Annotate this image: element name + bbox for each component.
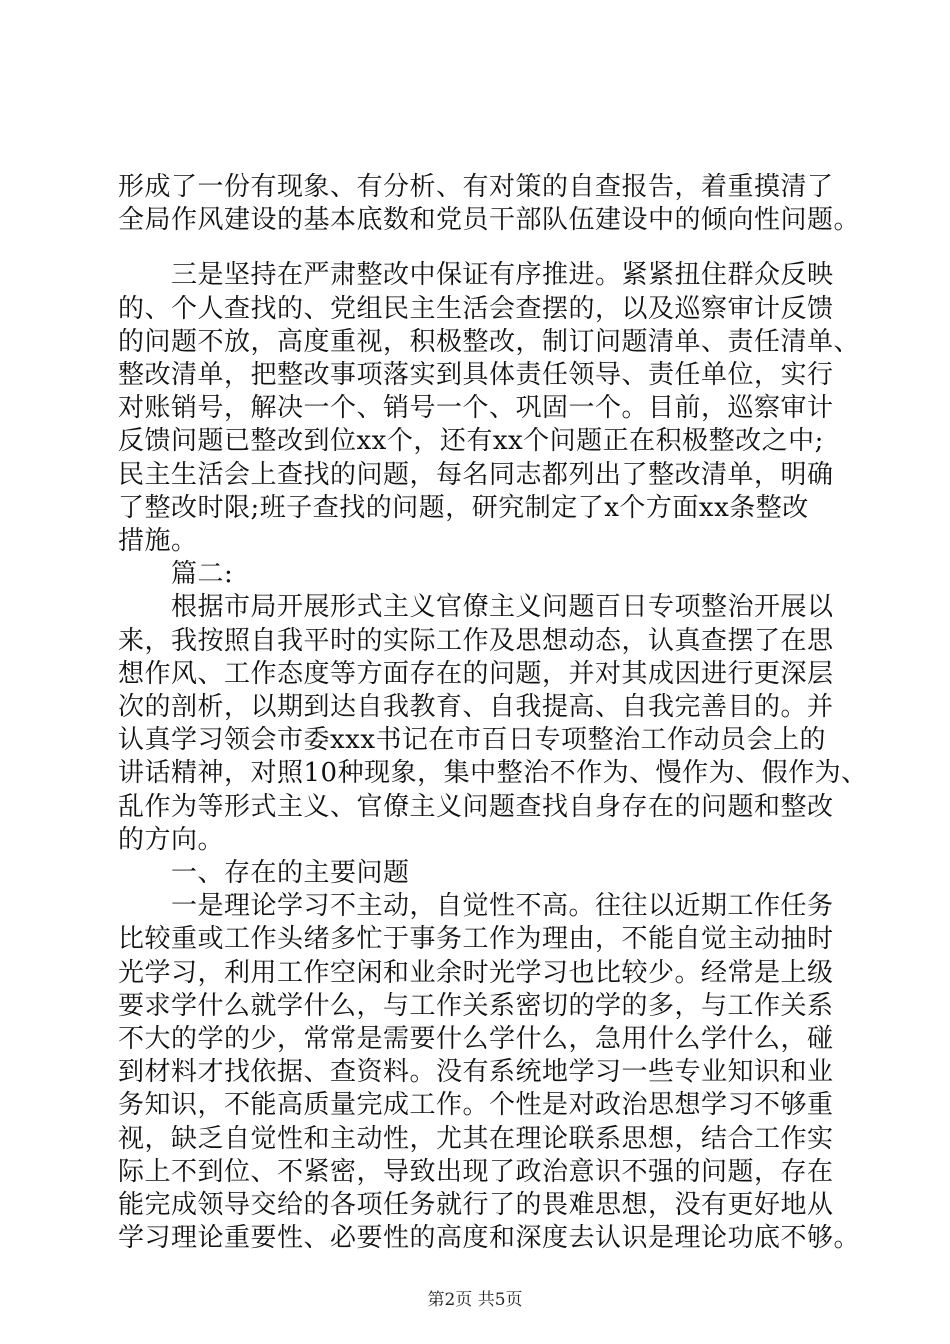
- text-line: 讲话精神，对照10种现象，集中整治不作为、慢作为、假作为、: [118, 758, 868, 789]
- text-line: 的问题不放，高度重视，积极整改，制订问题清单、责任清单、: [118, 326, 861, 357]
- text-line: 际上不到位、不紧密，导致出现了政治意识不强的问题，存在: [118, 1156, 834, 1187]
- text-line: 比较重或工作头绪多忙于事务工作为理由，不能自觉主动抽时: [118, 924, 834, 955]
- text-line: 视，缺乏自觉性和主动性，尤其在理论联系思想，结合工作实: [118, 1123, 834, 1154]
- text-line: 认真学习领会市委xxx书记在市百日专项整治工作动员会上的: [118, 725, 826, 756]
- text-line: 次的剖析，以期到达自我教育、自我提高、自我完善目的。并: [118, 692, 834, 722]
- text-line: 全局作风建设的基本底数和党员干部队伍建设中的倾向性问题。: [118, 205, 861, 236]
- text-line: 不大的学的少，常常是需要什么学什么，急用什么学什么，碰: [118, 1024, 834, 1054]
- text-line: 要求学什么就学什么，与工作关系密切的学的多，与工作关系: [118, 990, 834, 1021]
- text-line: 对账销号，解决一个、销号一个、巩固一个。目前，巡察审计: [118, 393, 834, 424]
- text-line: 到材料才找依据、查资料。没有系统地学习一些专业知识和业: [118, 1057, 834, 1088]
- text-line: 形成了一份有现象、有分析、有对策的自查报告，着重摸清了: [118, 172, 834, 202]
- text-line: 整改清单，把整改事项落实到具体责任领导、责任单位，实行: [118, 360, 834, 390]
- text-line: 三是坚持在严肃整改中保证有序推进。紧紧扭住群众反映: [118, 260, 834, 291]
- text-line: 光学习，利用工作空闲和业余时光学习也比较少。经常是上级: [118, 957, 834, 988]
- text-line: 一是理论学习不主动，自觉性不高。往往以近期工作任务: [118, 891, 834, 922]
- section-heading: 篇二:: [118, 559, 234, 590]
- text-line: 根据市局开展形式主义官僚主义问题百日专项整治开展以: [118, 592, 834, 623]
- section-heading: 一、存在的主要问题: [118, 858, 410, 888]
- text-line: 了整改时限;班子查找的问题，研究制定了x个方面xx条整改: [118, 492, 809, 523]
- text-line: 反馈问题已整改到位xx个，还有xx个问题正在积极整改之中;: [118, 426, 824, 457]
- text-line: 的方向。: [118, 824, 225, 855]
- text-line: 措施。: [118, 526, 198, 556]
- text-line: 的、个人查找的、党组民主生活会查摆的，以及巡察审计反馈: [118, 293, 834, 324]
- text-line: 来，我按照自我平时的实际工作及思想动态，认真查摆了在思: [118, 625, 834, 656]
- text-line: 务知识，不能高质量完成工作。个性是对政治思想学习不够重: [118, 1090, 834, 1121]
- text-line: 学习理论重要性、必要性的高度和深度去认识是理论功底不够。: [118, 1223, 861, 1254]
- text-line: 乱作为等形式主义、官僚主义问题查找自身存在的问题和整改: [118, 791, 834, 822]
- text-line: 想作风、工作态度等方面存在的问题，并对其成因进行更深层: [118, 658, 834, 689]
- text-line: 民主生活会上查找的问题，每名同志都列出了整改清单，明确: [118, 459, 834, 490]
- page-footer: 第2页 共5页: [427, 1290, 523, 1310]
- text-line: 能完成领导交给的各项任务就行了的畏难思想，没有更好地从: [118, 1190, 834, 1220]
